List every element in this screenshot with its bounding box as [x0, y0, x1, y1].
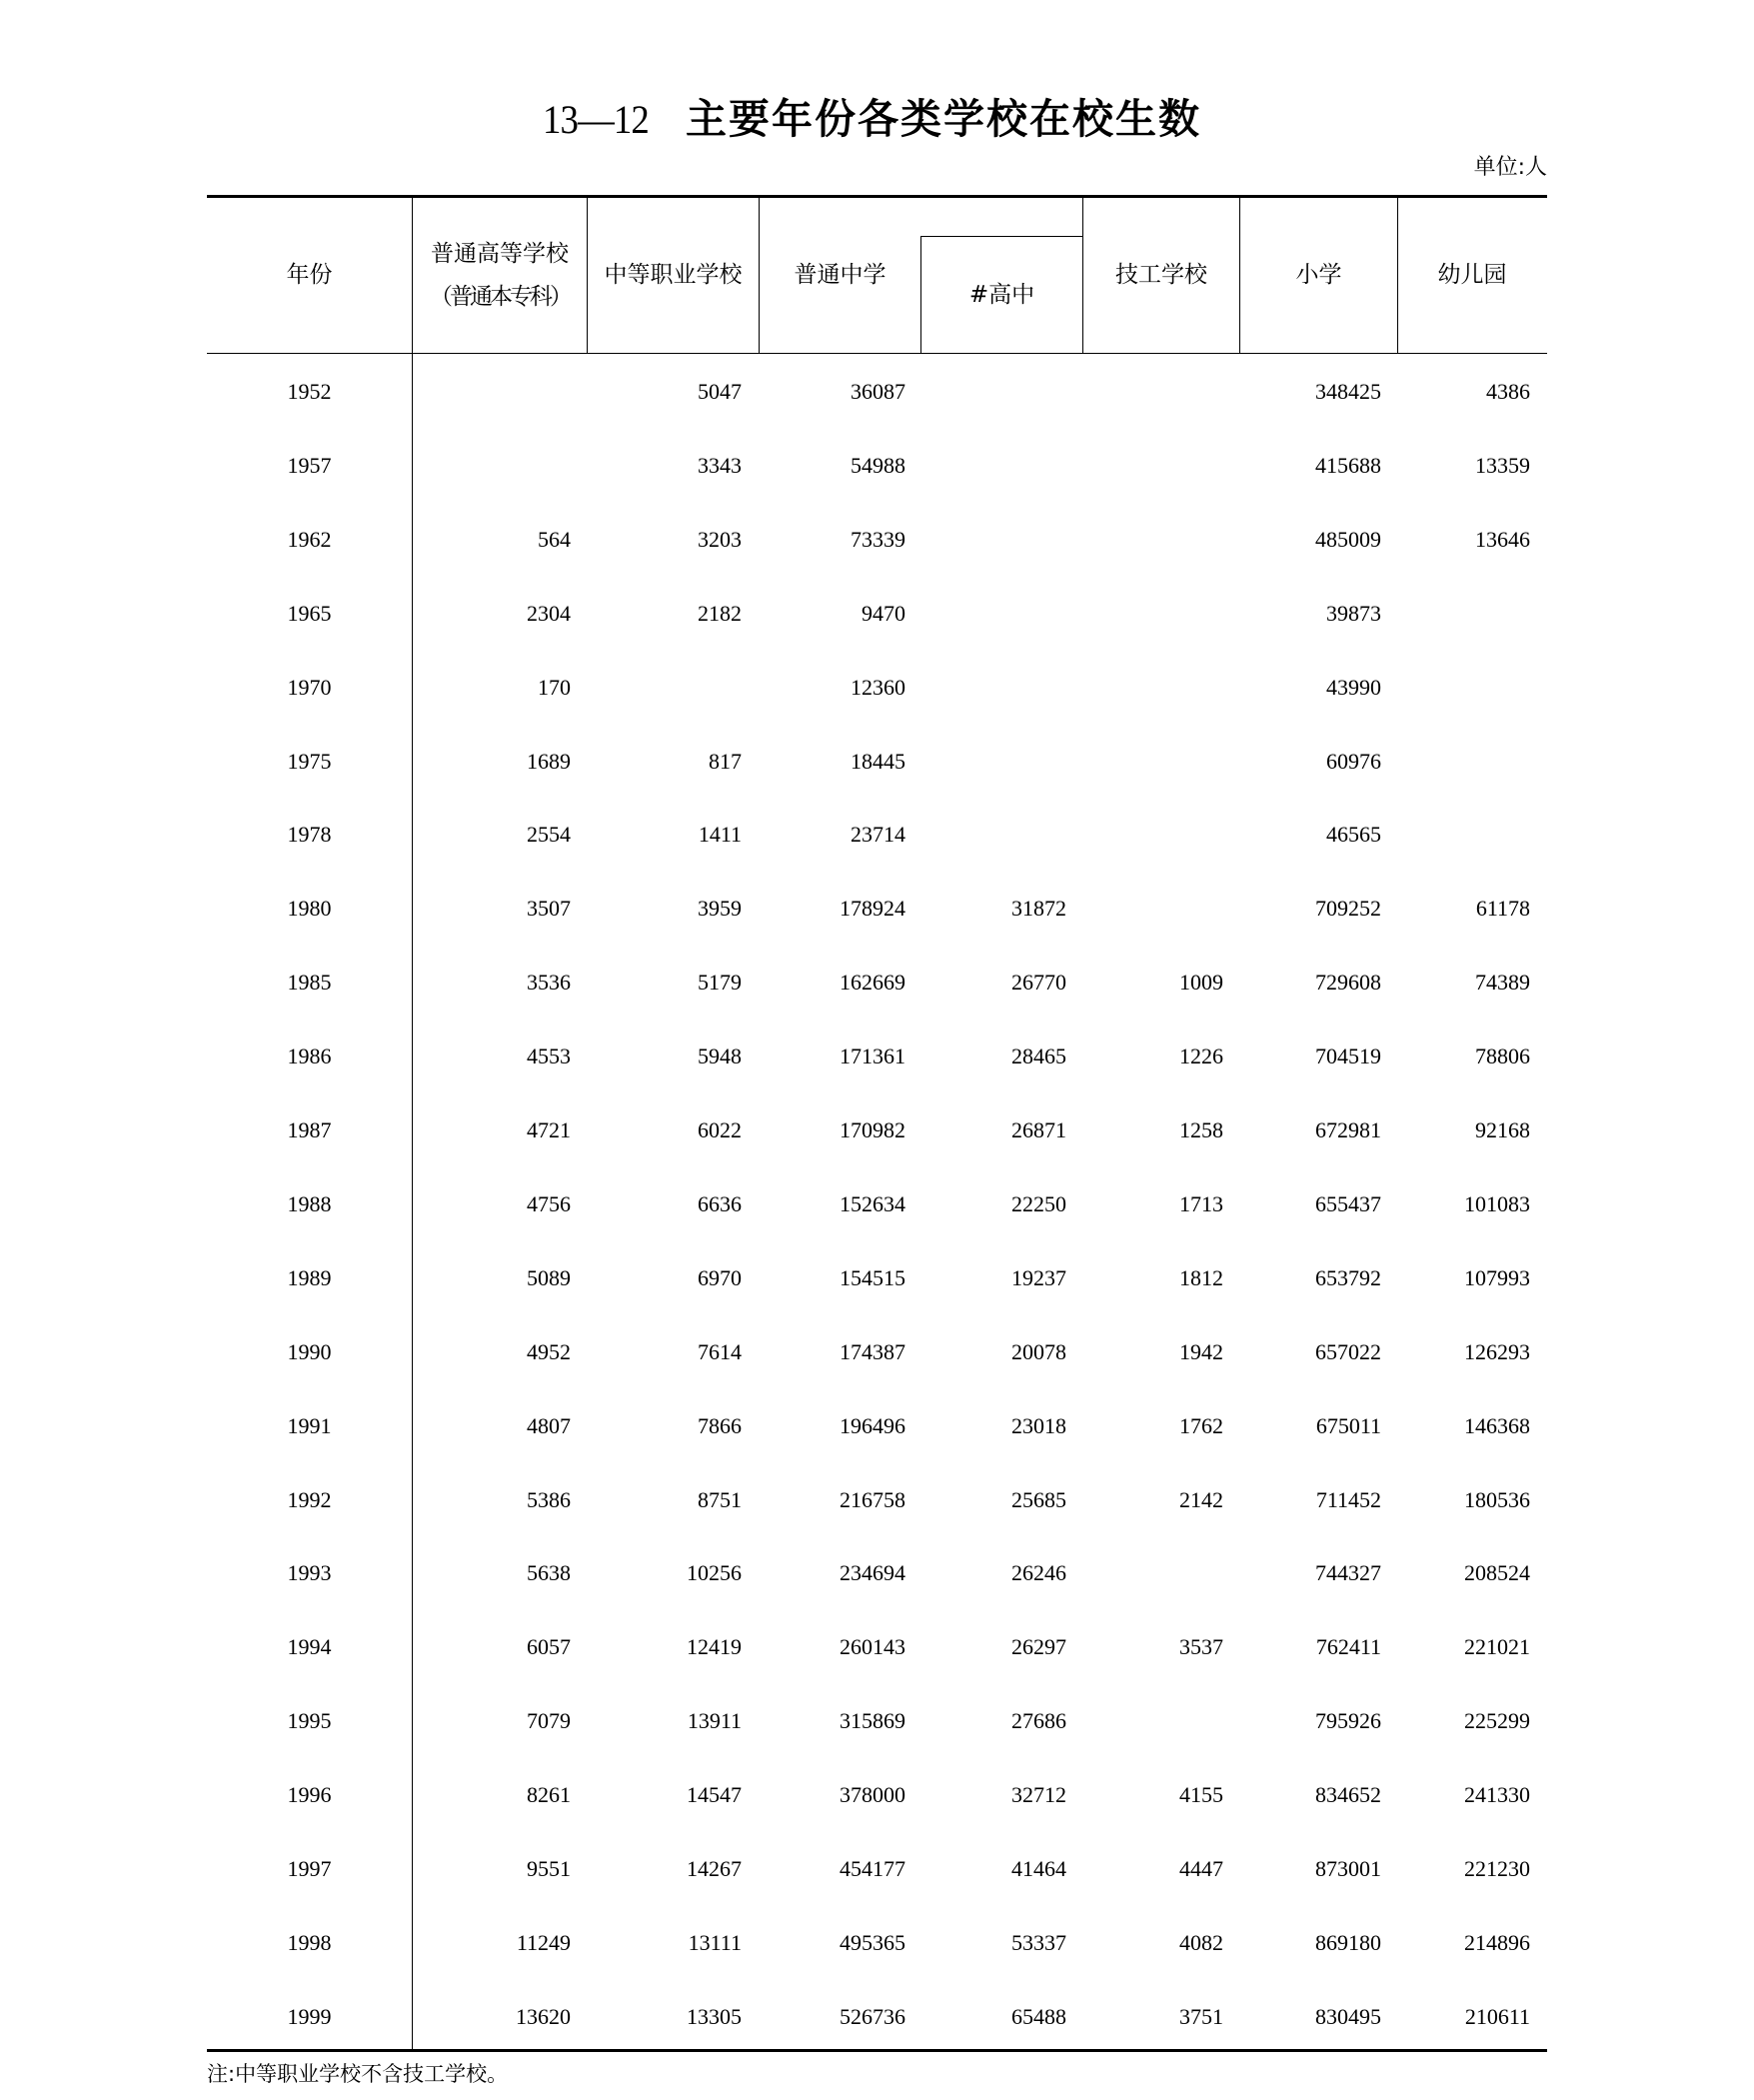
- page-title: 主要年份各类学校在校生数: [686, 95, 1201, 143]
- cell-senior-high: 53337: [1011, 1930, 1066, 1955]
- cell-regular-secondary: 178924: [840, 896, 905, 921]
- cell-primary: 485009: [1315, 527, 1381, 552]
- column-header-label: 小学: [1295, 262, 1342, 288]
- cell-higher-ed: [413, 451, 571, 481]
- row-year: 1993: [287, 1560, 332, 1585]
- cell-technical-school: [1083, 1558, 1223, 1588]
- cell-higher-ed: 5638: [527, 1560, 571, 1585]
- cell-senior-high: 20078: [1011, 1339, 1066, 1364]
- cell-technical-school: [1083, 894, 1223, 924]
- cell-primary: 653792: [1315, 1265, 1381, 1290]
- cell-regular-secondary: 495365: [840, 1930, 905, 1955]
- cell-secondary-vocational: 3343: [698, 453, 742, 478]
- cell-secondary-vocational: 817: [709, 749, 742, 774]
- cell-technical-school: 1226: [1179, 1044, 1223, 1068]
- cell-technical-school: 4155: [1179, 1782, 1223, 1807]
- column-header-higher-ed: [413, 198, 587, 353]
- cell-technical-school: 4082: [1179, 1930, 1223, 1955]
- cell-senior-high: 31872: [1011, 896, 1066, 921]
- cell-primary: 39873: [1326, 601, 1381, 626]
- column-header-primary: [1240, 198, 1397, 353]
- cell-higher-ed: 170: [538, 675, 571, 700]
- cell-kindergarten: 208524: [1464, 1560, 1530, 1585]
- cell-regular-secondary: 54988: [851, 453, 905, 478]
- cell-primary: 762411: [1315, 1634, 1381, 1659]
- row-year: 1986: [287, 1044, 332, 1068]
- cell-technical-school: 4447: [1179, 1856, 1223, 1881]
- cell-regular-secondary: 378000: [840, 1782, 905, 1807]
- cell-regular-secondary: 18445: [851, 749, 905, 774]
- cell-technical-school: 1258: [1179, 1117, 1223, 1142]
- cell-technical-school: [1083, 673, 1223, 703]
- cell-secondary-vocational: 3959: [698, 896, 742, 921]
- cell-senior-high: 25685: [1011, 1487, 1066, 1512]
- row-year: 1987: [287, 1117, 332, 1142]
- cell-primary: 709252: [1315, 896, 1381, 921]
- cell-higher-ed: 6057: [527, 1634, 571, 1659]
- cell-regular-secondary: 234694: [840, 1560, 905, 1585]
- column-header-label: 普通中学: [794, 262, 886, 288]
- cell-senior-high: 27686: [1011, 1708, 1066, 1733]
- row-year: 1996: [287, 1782, 332, 1807]
- cell-regular-secondary: 171361: [840, 1044, 905, 1068]
- cell-secondary-vocational: 2182: [698, 601, 742, 626]
- column-header-secondary-vocational: [588, 198, 759, 353]
- cell-regular-secondary: 260143: [840, 1634, 905, 1659]
- cell-technical-school: 3537: [1179, 1634, 1223, 1659]
- row-year: 1990: [287, 1339, 332, 1364]
- cell-higher-ed: 3536: [527, 970, 571, 995]
- row-year: 1992: [287, 1487, 332, 1512]
- cell-senior-high: 26770: [1011, 970, 1066, 995]
- cell-kindergarten: 107993: [1464, 1265, 1530, 1290]
- column-header-label: 年份: [286, 262, 333, 288]
- cell-senior-high: [921, 599, 1066, 629]
- column-header-label: 中等职业学校: [604, 262, 743, 288]
- cell-senior-high: 65488: [1011, 2004, 1066, 2029]
- cell-primary: 704519: [1315, 1044, 1381, 1068]
- row-year: 1978: [287, 822, 332, 847]
- column-header-label: 普通高等学校: [431, 240, 569, 267]
- cell-secondary-vocational: 14547: [687, 1782, 742, 1807]
- cell-kindergarten: 101083: [1464, 1191, 1530, 1216]
- cell-regular-secondary: 12360: [851, 675, 905, 700]
- row-year: 1989: [287, 1265, 332, 1290]
- cell-technical-school: [1083, 820, 1223, 850]
- cell-senior-high: 32712: [1011, 1782, 1066, 1807]
- cell-regular-secondary: 9470: [862, 601, 905, 626]
- row-year: 1975: [287, 749, 332, 774]
- row-year: 1997: [287, 1856, 332, 1881]
- cell-primary: 873001: [1315, 1856, 1381, 1881]
- cell-secondary-vocational: 6970: [698, 1265, 742, 1290]
- cell-higher-ed: 13620: [516, 2004, 571, 2029]
- cell-regular-secondary: 174387: [840, 1339, 905, 1364]
- cell-kindergarten: [1398, 599, 1530, 629]
- cell-secondary-vocational: 5047: [698, 379, 742, 404]
- row-year: 1980: [287, 896, 332, 921]
- footnote: 注:中等职业学校不含技工学校。: [207, 2062, 509, 2086]
- cell-primary: 744327: [1315, 1560, 1381, 1585]
- column-header-label: 幼儿园: [1437, 262, 1507, 288]
- column-header-sublabel: （普通本专科）: [430, 283, 570, 310]
- cell-higher-ed: 4756: [527, 1191, 571, 1216]
- cell-kindergarten: 78806: [1475, 1044, 1530, 1068]
- cell-higher-ed: [413, 377, 571, 407]
- cell-secondary-vocational: 6022: [698, 1117, 742, 1142]
- cell-kindergarten: 146368: [1464, 1413, 1530, 1438]
- cell-technical-school: 1942: [1179, 1339, 1223, 1364]
- cell-higher-ed: 2304: [527, 601, 571, 626]
- cell-secondary-vocational: 5179: [698, 970, 742, 995]
- cell-primary: 657022: [1315, 1339, 1381, 1364]
- cell-primary: 830495: [1315, 2004, 1381, 2029]
- cell-secondary-vocational: 14267: [687, 1856, 742, 1881]
- row-year: 1999: [287, 2004, 332, 2029]
- row-year: 1994: [287, 1634, 332, 1659]
- row-year: 1998: [287, 1930, 332, 1955]
- cell-technical-school: [1083, 525, 1223, 555]
- cell-technical-school: 1713: [1179, 1191, 1223, 1216]
- cell-senior-high: 26297: [1011, 1634, 1066, 1659]
- cell-technical-school: 2142: [1179, 1487, 1223, 1512]
- cell-kindergarten: 180536: [1464, 1487, 1530, 1512]
- cell-kindergarten: 221021: [1464, 1634, 1530, 1659]
- cell-higher-ed: 3507: [527, 896, 571, 921]
- cell-secondary-vocational: 7614: [698, 1339, 742, 1364]
- cell-primary: 348425: [1315, 379, 1381, 404]
- cell-kindergarten: [1398, 747, 1530, 777]
- cell-technical-school: 1812: [1179, 1265, 1223, 1290]
- cell-technical-school: [1083, 599, 1223, 629]
- cell-regular-secondary: 170982: [840, 1117, 905, 1142]
- cell-higher-ed: 1689: [527, 749, 571, 774]
- cell-technical-school: [1083, 377, 1223, 407]
- cell-senior-high: [921, 451, 1066, 481]
- row-year: 1962: [287, 527, 332, 552]
- row-year: 1985: [287, 970, 332, 995]
- cell-technical-school: [1083, 1706, 1223, 1736]
- cell-kindergarten: 126293: [1464, 1339, 1530, 1364]
- cell-kindergarten: 214896: [1464, 1930, 1530, 1955]
- cell-senior-high: 26246: [1011, 1560, 1066, 1585]
- cell-senior-high: [921, 747, 1066, 777]
- cell-kindergarten: 13359: [1475, 453, 1530, 478]
- cell-senior-high: 41464: [1011, 1856, 1066, 1881]
- cell-senior-high: [921, 673, 1066, 703]
- column-header-label: #高中: [968, 281, 1035, 308]
- column-header-label: 技工学校: [1115, 262, 1207, 288]
- row-year: 1957: [287, 453, 332, 478]
- cell-technical-school: [1083, 747, 1223, 777]
- cell-senior-high: 22250: [1011, 1191, 1066, 1216]
- table-number: 13—12: [543, 97, 649, 142]
- row-year: 1970: [287, 675, 332, 700]
- cell-higher-ed: 5386: [527, 1487, 571, 1512]
- cell-senior-high: 28465: [1011, 1044, 1066, 1068]
- cell-secondary-vocational: 8751: [698, 1487, 742, 1512]
- column-header-senior-high: [921, 237, 1082, 353]
- row-year: 1952: [287, 379, 332, 404]
- cell-primary: 675011: [1315, 1413, 1381, 1438]
- cell-secondary-vocational: 10256: [687, 1560, 742, 1585]
- cell-regular-secondary: 36087: [851, 379, 905, 404]
- cell-primary: 834652: [1315, 1782, 1381, 1807]
- cell-secondary-vocational: 6636: [698, 1191, 742, 1216]
- cell-regular-secondary: 454177: [840, 1856, 905, 1881]
- cell-kindergarten: 4386: [1486, 379, 1530, 404]
- cell-kindergarten: 210611: [1464, 2004, 1530, 2029]
- cell-kindergarten: 241330: [1464, 1782, 1530, 1807]
- cell-primary: 729608: [1315, 970, 1381, 995]
- cell-primary: 795926: [1315, 1708, 1381, 1733]
- cell-primary: 655437: [1315, 1191, 1381, 1216]
- cell-secondary-vocational: 5948: [698, 1044, 742, 1068]
- cell-senior-high: 23018: [1011, 1413, 1066, 1438]
- cell-higher-ed: 7079: [527, 1708, 571, 1733]
- table-bottom-rule: [207, 2049, 1547, 2052]
- cell-senior-high: [921, 820, 1066, 850]
- column-header-year: [207, 198, 412, 353]
- row-year: 1988: [287, 1191, 332, 1216]
- cell-regular-secondary: 154515: [840, 1265, 905, 1290]
- cell-secondary-vocational: 13111: [688, 1930, 742, 1955]
- cell-higher-ed: 11249: [516, 1930, 571, 1955]
- cell-technical-school: 1009: [1179, 970, 1223, 995]
- cell-secondary-vocational: 12419: [687, 1634, 742, 1659]
- cell-regular-secondary: 152634: [840, 1191, 905, 1216]
- unit-label: 单位:人: [1473, 155, 1547, 180]
- cell-regular-secondary: 216758: [840, 1487, 905, 1512]
- cell-technical-school: [1083, 451, 1223, 481]
- cell-secondary-vocational: 13911: [687, 1708, 742, 1733]
- cell-primary: 415688: [1315, 453, 1381, 478]
- cell-senior-high: 26871: [1011, 1117, 1066, 1142]
- cell-higher-ed: 8261: [527, 1782, 571, 1807]
- cell-senior-high: [921, 377, 1066, 407]
- cell-primary: 672981: [1315, 1117, 1381, 1142]
- column-header-technical-school: [1083, 198, 1239, 353]
- cell-regular-secondary: 315869: [840, 1708, 905, 1733]
- cell-kindergarten: 74389: [1475, 970, 1530, 995]
- cell-higher-ed: 4721: [527, 1117, 571, 1142]
- cell-higher-ed: 5089: [527, 1265, 571, 1290]
- cell-regular-secondary: 526736: [840, 2004, 905, 2029]
- cell-kindergarten: [1398, 820, 1530, 850]
- cell-primary: 711452: [1315, 1487, 1381, 1512]
- row-year: 1991: [287, 1413, 332, 1438]
- cell-technical-school: 3751: [1179, 2004, 1223, 2029]
- cell-regular-secondary: 196496: [840, 1413, 905, 1438]
- cell-kindergarten: 221230: [1464, 1856, 1530, 1881]
- cell-primary: 43990: [1326, 675, 1381, 700]
- cell-secondary-vocational: 3203: [698, 527, 742, 552]
- cell-secondary-vocational: 7866: [698, 1413, 742, 1438]
- cell-primary: 60976: [1326, 749, 1381, 774]
- header-bottom-rule: [207, 353, 1547, 354]
- cell-kindergarten: 13646: [1475, 527, 1530, 552]
- column-header-kindergarten: [1398, 198, 1546, 353]
- cell-kindergarten: 61178: [1475, 896, 1530, 921]
- cell-higher-ed: 4807: [527, 1413, 571, 1438]
- cell-regular-secondary: 162669: [840, 970, 905, 995]
- cell-higher-ed: 9551: [527, 1856, 571, 1881]
- cell-kindergarten: 225299: [1464, 1708, 1530, 1733]
- cell-secondary-vocational: 13305: [687, 2004, 742, 2029]
- cell-higher-ed: 4553: [527, 1044, 571, 1068]
- cell-higher-ed: 564: [538, 527, 571, 552]
- cell-senior-high: [921, 525, 1066, 555]
- cell-secondary-vocational: [588, 673, 742, 703]
- cell-kindergarten: [1398, 673, 1530, 703]
- column-header-regular-secondary: [760, 198, 920, 353]
- cell-regular-secondary: 23714: [851, 822, 905, 847]
- cell-secondary-vocational: 1411: [698, 822, 742, 847]
- row-year: 1965: [287, 601, 332, 626]
- cell-senior-high: 19237: [1011, 1265, 1066, 1290]
- cell-technical-school: 1762: [1179, 1413, 1223, 1438]
- row-year: 1995: [287, 1708, 332, 1733]
- cell-regular-secondary: 73339: [851, 527, 905, 552]
- cell-primary: 46565: [1326, 822, 1381, 847]
- cell-higher-ed: 2554: [527, 822, 571, 847]
- cell-primary: 869180: [1315, 1930, 1381, 1955]
- cell-higher-ed: 4952: [527, 1339, 571, 1364]
- cell-kindergarten: 92168: [1475, 1117, 1530, 1142]
